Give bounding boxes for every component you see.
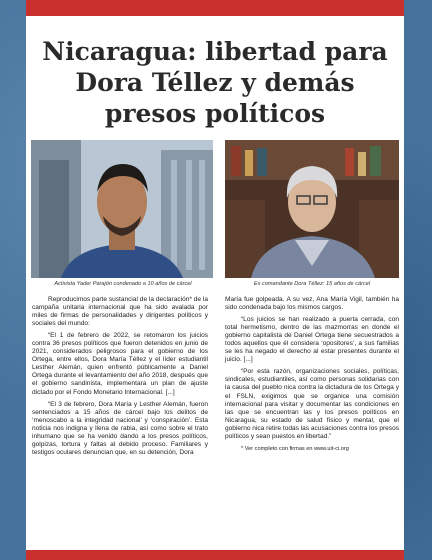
portrait-older-woman-illustration [225,140,399,278]
paragraph: “Por esta razón, organizaciones sociales, políticas, sindicales, estudiantiles, así como personas solidarias con la causa del pueblo nica contra la dictadura de los Ortega y el FSLN, exigimos que se organice una comisión internacional para visitar y documentar las condiciones en las que se encuentran las y los presos políticos en Nicaragua, su estado de salud físico y mental, que el gobierno nica retire todas las acusaciones contra los presos políticos y sean puestos en libertad.” [225,368,399,440]
bottom-red-bar [26,550,404,560]
top-red-bar [26,0,404,16]
paragraph: “El 3 de febrero, Dora María y Lesther Alemán, fueron sentenciados a 15 años de cárcel bajo los delitos de ‘menoscabo a la integridad nacional’ y ‘conspiración’. Esta noticia nos indigna y llena de rabia, así como sobre el trato inhumano que se ha venido dando a los presos políticos, golpizas, tortura y faltas al debido proceso. Familiares y testigos oculares denuncian que, en su detención, Dora [32,400,208,456]
article-title: Nicaragua: libertad para Dora Téllez y demás presos políticos [42,37,388,128]
footnote: * Ver completo con firmas en www.uit-ci.org [241,445,349,452]
paragraph: “El 1 de febrero de 2022, se retomaron los juicios contra 36 presos políticos que fueron detenidos en junio de 2021, considerados peligrosos para el gobierno de los Ortega, entre ellos, Dora María Téllez y el líder estudiantil Lesther Alemán, quien enfrentó públicamente a Daniel Ortega durante el levantamiento del año 2018, después que el gobierno sandinista, implementara un plan de ajuste dictado por el Fondo Monetario Internacional. [...] [32,332,208,396]
paragraph: Reproducimos parte sustancial de la declaración* de la campaña unitaria internacional que ha sido avalada por miles de firmas de personalidades y dirigentes políticos y sociales del mundo: [32,296,208,328]
article-page [26,16,404,550]
portrait-older-woman-photo [225,140,399,278]
left-photo-caption: Activista Yader Parajón condenado a 10 años de cárcel [54,281,192,287]
right-text-column [225,296,399,457]
paragraph: María fue golpeada. A su vez, Ana María Vigil, también ha sido condenada bajo los mismos cargos. [225,296,399,312]
portrait-young-man-illustration [31,140,213,278]
paragraph: “Los juicios se han realizado a puerta cerrada, con total hermetismo, dentro de las mazmorras en donde el gobierno capitalista de Daniel Ortega tiene secuestrados a todos aquellos que él considera ‘opositores’, a sus familias se les ha negado el derecho al estar presentes durante el juicio. [...] [225,316,399,364]
portrait-young-man-photo [31,140,213,278]
left-text-column [32,296,208,461]
right-photo-caption: Ex comandante Dora Téllez: 15 años de cárcel [253,281,371,287]
